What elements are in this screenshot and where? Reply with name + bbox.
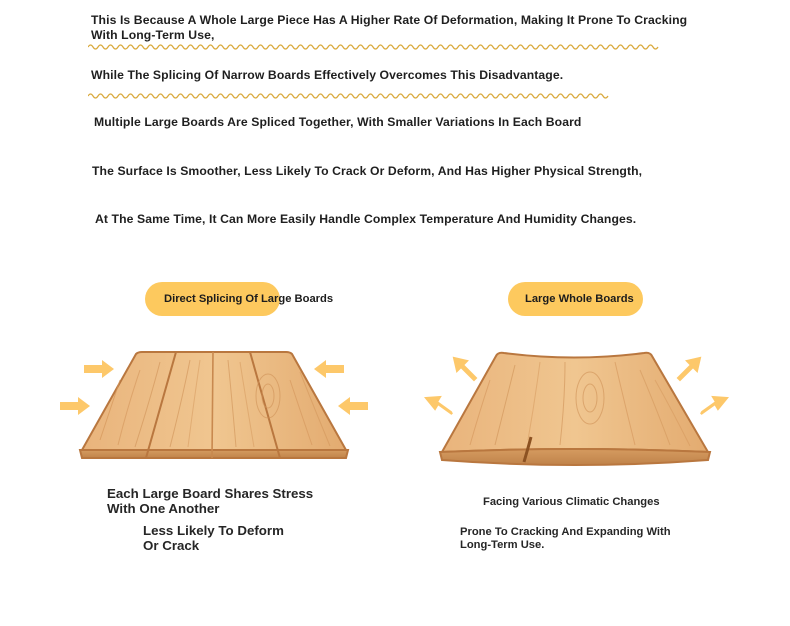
arrow-right-icon	[701, 397, 727, 414]
caption-less-likely-line-1: Less Likely To Deform	[143, 523, 284, 538]
caption-shares-stress-line-2: With One Another	[107, 501, 220, 516]
arrow-up-right-icon	[678, 358, 700, 380]
arrow-left-icon	[314, 360, 344, 378]
text-line-spliced: Multiple Large Boards Are Spliced Together, With Smaller Variations In Each Board	[94, 115, 582, 129]
caption-prone-cracking-line-2: Long-Term Use.	[460, 539, 545, 551]
whole-board-image	[440, 353, 710, 465]
arrow-right-icon	[84, 360, 114, 378]
text-line-disadvantage: While The Splicing Of Narrow Boards Effectively Overcomes This Disadvantage.	[91, 68, 564, 82]
intro-text-line-1: This Is Because A Whole Large Piece Has A Higher Rate Of Deformation, Making It Prone To Cracking	[91, 13, 688, 27]
spliced-board-image	[80, 352, 348, 458]
intro-text-line-2: With Long-Term Use,	[91, 28, 215, 42]
caption-less-likely-line-2: Or Crack	[143, 538, 200, 553]
text-line-surface: The Surface Is Smoother, Less Likely To Crack Or Deform, And Has Higher Physical Strength,	[92, 164, 643, 178]
caption-shares-stress-line-1: Each Large Board Shares Stress	[107, 486, 314, 501]
arrow-left-icon	[426, 397, 452, 414]
badge-direct-splicing: Direct Splicing Of Large Boards	[164, 293, 334, 305]
arrow-left-icon	[338, 397, 368, 415]
text-line-humidity: At The Same Time, It Can More Easily Handle Complex Temperature And Humidity Changes.	[95, 212, 637, 226]
badge-large-whole-boards: Large Whole Boards	[525, 293, 634, 305]
caption-prone-cracking-line-1: Prone To Cracking And Expanding With	[460, 526, 671, 538]
arrow-right-icon	[60, 397, 90, 415]
arrow-up-left-icon	[454, 358, 476, 380]
caption-climatic-changes: Facing Various Climatic Changes	[483, 496, 660, 508]
